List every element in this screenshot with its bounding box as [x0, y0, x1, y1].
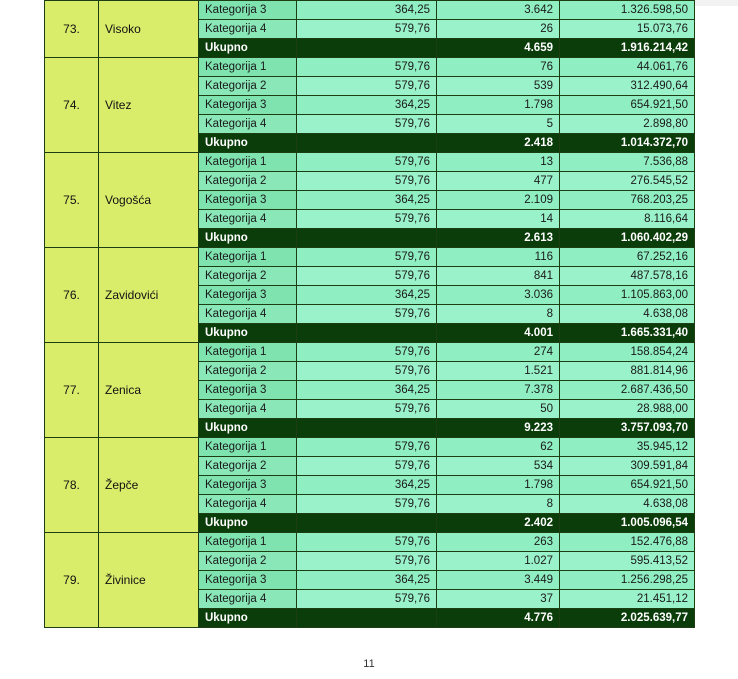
fee-rate-cell: 579,76 [297, 343, 437, 362]
table-body [45, 1, 695, 628]
count-cell: 3.036 [437, 286, 560, 305]
amount-cell: 35.945,12 [560, 438, 695, 457]
total-amount-cell: 1.060.402,29 [560, 229, 695, 248]
count-cell: 50 [437, 400, 560, 419]
category-cell: Kategorija 1 [199, 58, 297, 77]
total-amount-cell: 1.005.096,54 [560, 514, 695, 533]
total-blank-cell [297, 229, 437, 248]
amount-cell: 2.898,80 [560, 115, 695, 134]
count-cell: 477 [437, 172, 560, 191]
table-row [45, 1, 695, 20]
fee-rate-cell: 579,76 [297, 172, 437, 191]
amount-cell: 276.545,52 [560, 172, 695, 191]
total-amount-cell: 2.025.639,77 [560, 609, 695, 628]
count-cell: 1.027 [437, 552, 560, 571]
page-top-strip-inner [0, 0, 44, 6]
total-label-cell: Ukupno [199, 324, 297, 343]
category-cell: Kategorija 2 [199, 77, 297, 96]
category-cell: Kategorija 2 [199, 267, 297, 286]
total-blank-cell [297, 514, 437, 533]
count-cell: 3.642 [437, 1, 560, 20]
total-amount-cell: 1.916.214,42 [560, 39, 695, 58]
municipality-fee-table-container [44, 0, 694, 628]
category-cell: Kategorija 3 [199, 191, 297, 210]
municipality-name-cell: Vitez [99, 58, 199, 153]
fee-rate-cell: 579,76 [297, 305, 437, 324]
total-blank-cell [297, 324, 437, 343]
amount-cell: 312.490,64 [560, 77, 695, 96]
count-cell: 841 [437, 267, 560, 286]
category-cell: Kategorija 4 [199, 115, 297, 134]
amount-cell: 1.105.863,00 [560, 286, 695, 305]
category-cell: Kategorija 3 [199, 381, 297, 400]
count-cell: 14 [437, 210, 560, 229]
row-number-cell: 79. [45, 533, 99, 628]
category-cell: Kategorija 3 [199, 286, 297, 305]
total-amount-cell: 1.014.372,70 [560, 134, 695, 153]
total-count-cell: 2.613 [437, 229, 560, 248]
amount-cell: 487.578,16 [560, 267, 695, 286]
category-cell: Kategorija 2 [199, 457, 297, 476]
count-cell: 26 [437, 20, 560, 39]
municipality-fee-table [44, 0, 695, 628]
category-cell: Kategorija 4 [199, 210, 297, 229]
count-cell: 1.798 [437, 476, 560, 495]
row-number-cell: 77. [45, 343, 99, 438]
category-cell: Kategorija 4 [199, 305, 297, 324]
row-number-cell: 75. [45, 153, 99, 248]
count-cell: 62 [437, 438, 560, 457]
fee-rate-cell: 579,76 [297, 248, 437, 267]
category-cell: Kategorija 2 [199, 172, 297, 191]
row-number-cell: 74. [45, 58, 99, 153]
table-row [45, 438, 695, 457]
count-cell: 539 [437, 77, 560, 96]
fee-rate-cell: 579,76 [297, 115, 437, 134]
total-label-cell: Ukupno [199, 134, 297, 153]
category-cell: Kategorija 3 [199, 1, 297, 20]
count-cell: 534 [437, 457, 560, 476]
count-cell: 8 [437, 305, 560, 324]
page-number: 11 [363, 658, 375, 670]
count-cell: 3.449 [437, 571, 560, 590]
total-count-cell: 4.659 [437, 39, 560, 58]
category-cell: Kategorija 3 [199, 96, 297, 115]
total-blank-cell [297, 39, 437, 58]
total-blank-cell [297, 609, 437, 628]
total-count-cell: 2.418 [437, 134, 560, 153]
total-amount-cell: 3.757.093,70 [560, 419, 695, 438]
row-number-cell: 73. [45, 1, 99, 58]
fee-rate-cell: 364,25 [297, 1, 437, 20]
category-cell: Kategorija 1 [199, 533, 297, 552]
amount-cell: 7.536,88 [560, 153, 695, 172]
amount-cell: 881.814,96 [560, 362, 695, 381]
count-cell: 2.109 [437, 191, 560, 210]
row-number-cell: 78. [45, 438, 99, 533]
category-cell: Kategorija 1 [199, 438, 297, 457]
fee-rate-cell: 364,25 [297, 286, 437, 305]
municipality-name-cell: Živinice [99, 533, 199, 628]
fee-rate-cell: 364,25 [297, 571, 437, 590]
municipality-name-cell: Žepče [99, 438, 199, 533]
amount-cell: 158.854,24 [560, 343, 695, 362]
total-amount-cell: 1.665.331,40 [560, 324, 695, 343]
category-cell: Kategorija 1 [199, 248, 297, 267]
count-cell: 8 [437, 495, 560, 514]
municipality-name-cell: Zenica [99, 343, 199, 438]
table-row [45, 153, 695, 172]
total-blank-cell [297, 134, 437, 153]
total-blank-cell [297, 419, 437, 438]
total-label-cell: Ukupno [199, 419, 297, 438]
category-cell: Kategorija 4 [199, 20, 297, 39]
fee-rate-cell: 579,76 [297, 438, 437, 457]
fee-rate-cell: 364,25 [297, 191, 437, 210]
count-cell: 37 [437, 590, 560, 609]
count-cell: 1.798 [437, 96, 560, 115]
amount-cell: 67.252,16 [560, 248, 695, 267]
amount-cell: 15.073,76 [560, 20, 695, 39]
total-count-cell: 4.001 [437, 324, 560, 343]
category-cell: Kategorija 2 [199, 552, 297, 571]
count-cell: 263 [437, 533, 560, 552]
table-row [45, 248, 695, 267]
amount-cell: 44.061,76 [560, 58, 695, 77]
amount-cell: 654.921,50 [560, 96, 695, 115]
table-row [45, 533, 695, 552]
count-cell: 1.521 [437, 362, 560, 381]
row-number-cell: 76. [45, 248, 99, 343]
fee-rate-cell: 579,76 [297, 58, 437, 77]
amount-cell: 309.591,84 [560, 457, 695, 476]
total-count-cell: 2.402 [437, 514, 560, 533]
total-label-cell: Ukupno [199, 39, 297, 58]
count-cell: 13 [437, 153, 560, 172]
amount-cell: 8.116,64 [560, 210, 695, 229]
category-cell: Kategorija 4 [199, 400, 297, 419]
municipality-name-cell: Visoko [99, 1, 199, 58]
category-cell: Kategorija 4 [199, 590, 297, 609]
fee-rate-cell: 579,76 [297, 210, 437, 229]
fee-rate-cell: 579,76 [297, 77, 437, 96]
total-label-cell: Ukupno [199, 609, 297, 628]
total-label-cell: Ukupno [199, 514, 297, 533]
total-label-cell: Ukupno [199, 229, 297, 248]
fee-rate-cell: 579,76 [297, 362, 437, 381]
category-cell: Kategorija 2 [199, 362, 297, 381]
municipality-name-cell: Vogošća [99, 153, 199, 248]
fee-rate-cell: 579,76 [297, 457, 437, 476]
table-row [45, 58, 695, 77]
category-cell: Kategorija 3 [199, 571, 297, 590]
count-cell: 274 [437, 343, 560, 362]
total-count-cell: 4.776 [437, 609, 560, 628]
fee-rate-cell: 364,25 [297, 96, 437, 115]
fee-rate-cell: 364,25 [297, 476, 437, 495]
amount-cell: 595.413,52 [560, 552, 695, 571]
count-cell: 76 [437, 58, 560, 77]
amount-cell: 768.203,25 [560, 191, 695, 210]
fee-rate-cell: 579,76 [297, 153, 437, 172]
category-cell: Kategorija 3 [199, 476, 297, 495]
amount-cell: 152.476,88 [560, 533, 695, 552]
amount-cell: 1.256.298,25 [560, 571, 695, 590]
count-cell: 5 [437, 115, 560, 134]
fee-rate-cell: 579,76 [297, 552, 437, 571]
count-cell: 116 [437, 248, 560, 267]
fee-rate-cell: 579,76 [297, 400, 437, 419]
amount-cell: 21.451,12 [560, 590, 695, 609]
category-cell: Kategorija 4 [199, 495, 297, 514]
amount-cell: 1.326.598,50 [560, 1, 695, 20]
fee-rate-cell: 579,76 [297, 267, 437, 286]
count-cell: 7.378 [437, 381, 560, 400]
municipality-name-cell: Zavidovići [99, 248, 199, 343]
total-count-cell: 9.223 [437, 419, 560, 438]
fee-rate-cell: 579,76 [297, 533, 437, 552]
category-cell: Kategorija 1 [199, 153, 297, 172]
amount-cell: 2.687.436,50 [560, 381, 695, 400]
table-row [45, 343, 695, 362]
amount-cell: 28.988,00 [560, 400, 695, 419]
fee-rate-cell: 579,76 [297, 590, 437, 609]
category-cell: Kategorija 1 [199, 343, 297, 362]
amount-cell: 654.921,50 [560, 476, 695, 495]
fee-rate-cell: 579,76 [297, 20, 437, 39]
fee-rate-cell: 579,76 [297, 495, 437, 514]
amount-cell: 4.638,08 [560, 305, 695, 324]
amount-cell: 4.638,08 [560, 495, 695, 514]
fee-rate-cell: 364,25 [297, 381, 437, 400]
